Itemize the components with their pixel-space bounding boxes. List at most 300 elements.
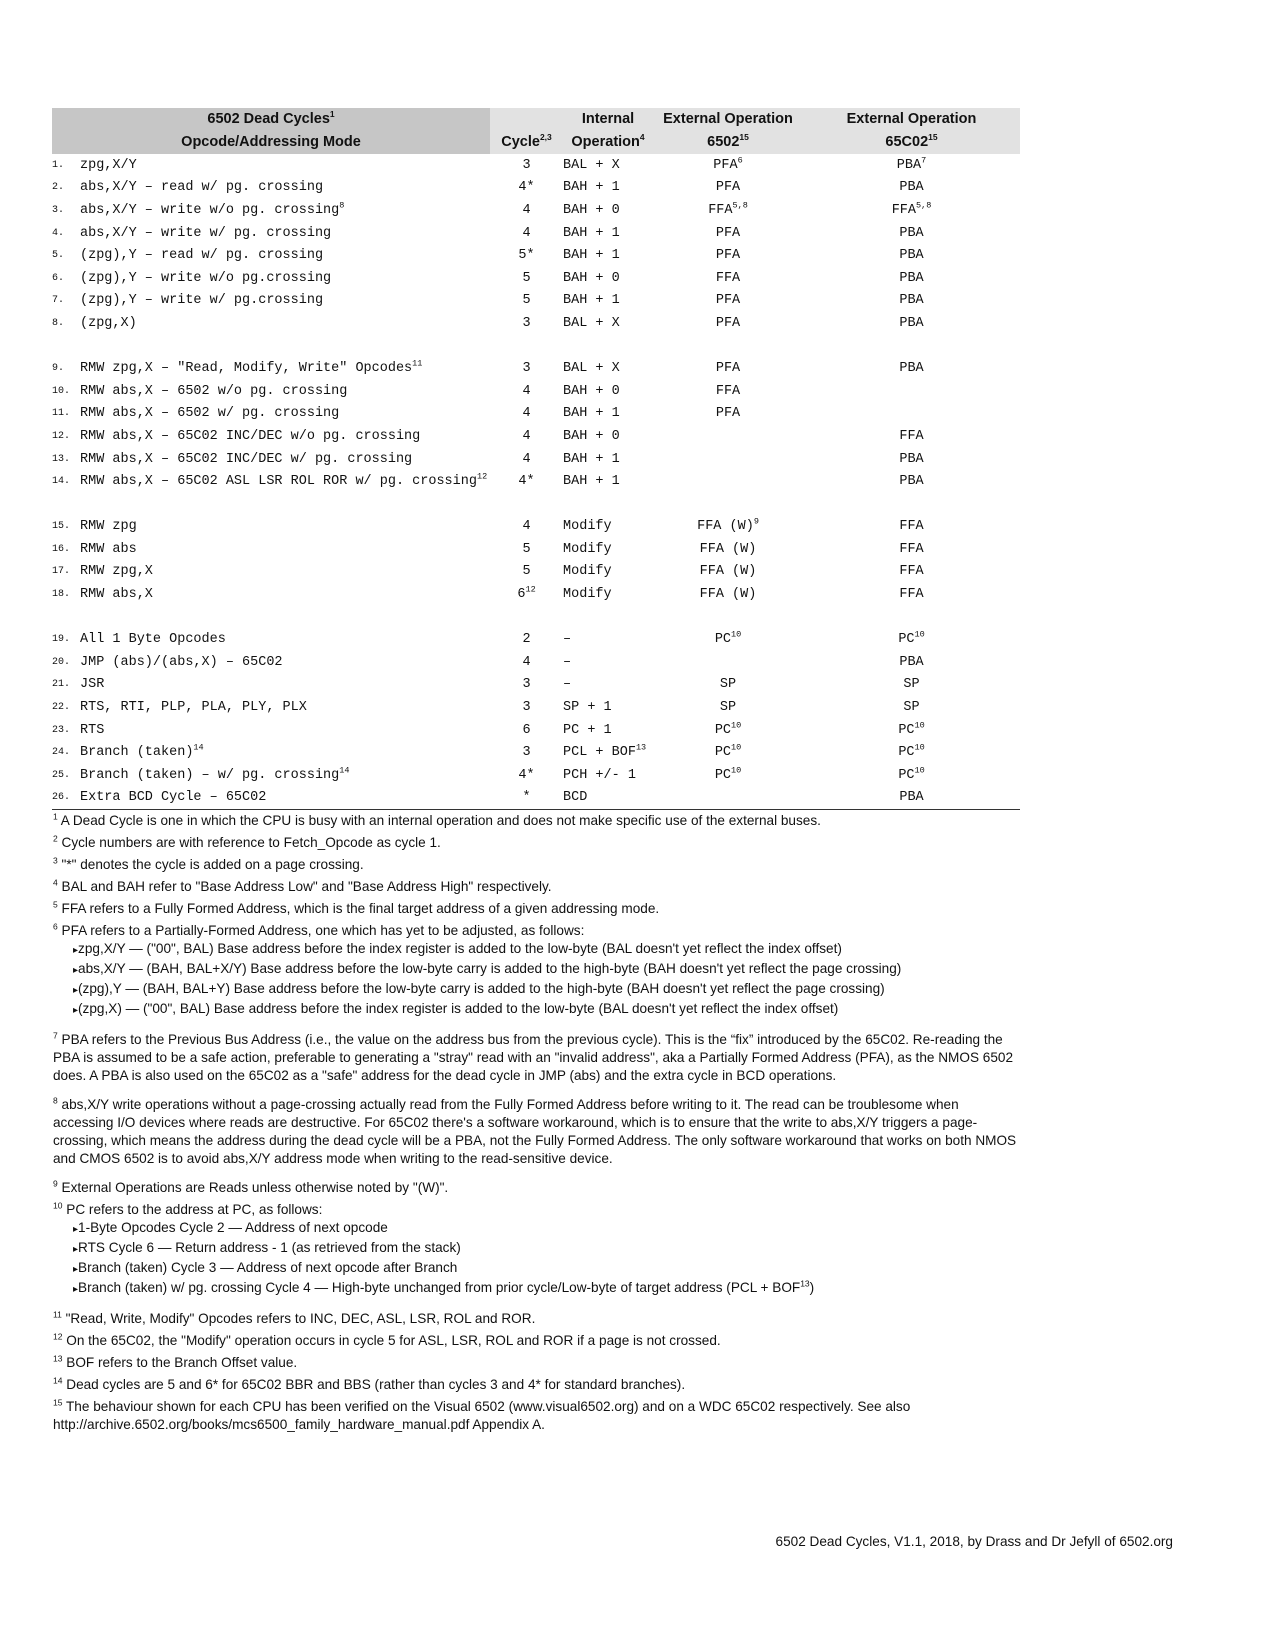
row-cycle	[490, 538, 563, 561]
table-row	[52, 222, 1020, 245]
row-cycle	[490, 741, 563, 764]
row-ext-65c02-sup: 7	[921, 155, 927, 166]
row-ext-6502-text: SP	[719, 700, 737, 716]
footnote	[53, 1310, 1018, 1328]
row-mode-text: RMW abs,X – 65C02 INC/DEC w/o pg. crossing	[80, 428, 421, 444]
row-ext-65c02	[803, 674, 1020, 697]
row-number-text: 11.	[52, 408, 71, 420]
row-ext-65c02	[803, 583, 1020, 606]
row-ext-65c02-text: PBA	[899, 451, 924, 467]
row-number	[52, 741, 80, 764]
row-ext-65c02-text: PBA	[899, 361, 924, 377]
row-mode-sup: 8	[339, 200, 345, 211]
page-footer: 6502 Dead Cycles, V1.1, 2018, by Drass and Dr Jefyll of 6502.org	[775, 1534, 1173, 1549]
row-mode-sup: 11	[412, 358, 423, 369]
row-internal-op-sup: 13	[635, 742, 647, 753]
row-cycle	[490, 425, 563, 448]
footnote-group	[53, 1096, 1018, 1168]
row-mode-text: RMW abs,X	[80, 587, 153, 603]
row-ext-6502	[653, 154, 803, 177]
row-cycle-text: 4	[522, 383, 531, 399]
row-cycle	[490, 719, 563, 742]
bullet-text: Branch (taken) Cycle 3 — Address of next opcode after Branch	[78, 1260, 458, 1275]
table-row	[52, 380, 1020, 403]
footnote	[53, 856, 1018, 874]
row-internal-op	[563, 425, 653, 448]
row-cycle-sup: 12	[525, 584, 536, 595]
row-cycle	[490, 764, 563, 787]
row-mode-text: JMP (abs)/(abs,X) – 65C02	[80, 654, 283, 670]
row-ext-6502	[653, 448, 803, 471]
row-number	[52, 177, 80, 200]
row-number-text: 2.	[52, 182, 65, 194]
footnote-text: BAL and BAH refer to "Base Address Low" and "Base Address High" respectively.	[61, 879, 552, 894]
footnote-number: 14	[53, 1375, 63, 1386]
row-number-text: 8.	[52, 317, 65, 329]
row-internal-op-text: –	[563, 677, 572, 693]
row-ext-65c02-text: FFA	[899, 519, 924, 535]
row-ext-65c02-text: PBA	[899, 293, 924, 309]
row-cycle-text: 4	[522, 428, 531, 444]
footnote	[53, 1398, 1018, 1434]
footnote-bullet	[73, 980, 1018, 1000]
row-internal-op-text: BAH + 0	[563, 428, 620, 444]
row-ext-6502	[653, 516, 803, 539]
row-number	[52, 222, 80, 245]
row-mode	[80, 674, 490, 697]
footnote-bullets	[53, 1219, 1018, 1299]
row-ext-65c02	[803, 199, 1020, 222]
row-ext-6502-text: FFA (W)	[699, 587, 757, 603]
row-cycle	[490, 290, 563, 313]
table-row	[52, 267, 1020, 290]
row-ext-6502	[653, 651, 803, 674]
footnote-text: FFA refers to a Fully Formed Address, which is the final target address of a given addressing mode.	[61, 901, 660, 916]
footnote-bullet	[73, 1000, 1018, 1020]
row-cycle-text: 4	[522, 519, 531, 535]
row-mode-text: zpg,X/Y	[80, 157, 137, 173]
row-mode-text: (zpg),Y – write w/ pg.crossing	[80, 293, 324, 309]
footnote-number: 3	[53, 855, 58, 866]
row-mode	[80, 538, 490, 561]
row-ext-6502	[653, 787, 803, 810]
row-number	[52, 561, 80, 584]
row-cycle-text: 6	[522, 722, 531, 738]
row-ext-65c02	[803, 244, 1020, 267]
row-ext-65c02	[803, 177, 1020, 200]
footnote-text: External Operations are Reads unless otherwise noted by "(W)".	[61, 1180, 449, 1195]
row-cycle	[490, 583, 563, 606]
footnote	[53, 900, 1018, 918]
row-number-text: 13.	[52, 453, 71, 465]
row-mode	[80, 425, 490, 448]
row-cycle-text: 4	[522, 451, 531, 467]
row-number-text: 10.	[52, 385, 71, 397]
row-cycle	[490, 561, 563, 584]
row-internal-op-text: BAH + 1	[563, 248, 620, 264]
row-number-text: 14.	[52, 476, 71, 488]
row-ext-65c02-text: FFA	[899, 541, 924, 557]
row-ext-65c02-sup: 5,8	[916, 200, 932, 211]
row-mode	[80, 177, 490, 200]
row-internal-op	[563, 787, 653, 810]
footnote-bullet	[73, 940, 1018, 960]
table-row	[52, 764, 1020, 787]
row-ext-6502-sup: 5,8	[732, 200, 748, 211]
row-internal-op	[563, 199, 653, 222]
row-ext-65c02-text: PBA	[899, 270, 924, 286]
row-ext-65c02	[803, 561, 1020, 584]
row-internal-op	[563, 154, 653, 177]
row-number-text: 17.	[52, 566, 71, 578]
row-cycle-text: 5	[522, 541, 531, 557]
row-number	[52, 244, 80, 267]
dead-cycles-table	[52, 108, 1020, 810]
row-internal-op-text: BAL + X	[563, 361, 620, 377]
footnote-text: "*" denotes the cycle is added on a page crossing.	[61, 857, 364, 872]
row-number-text: 25.	[52, 769, 71, 781]
footnote	[53, 878, 1018, 896]
row-ext-6502-text: PFA	[713, 157, 738, 173]
row-internal-op	[563, 516, 653, 539]
row-mode-text: RMW abs,X – 65C02 INC/DEC w/ pg. crossing	[80, 451, 413, 467]
row-internal-op-text: PC + 1	[563, 722, 612, 738]
footnote-text: abs,X/Y write operations without a page-crossing actually read from the Fully Formed Address before writing to it. The read can be troublesome when accessing I/O devices where reads are destructive. For 65C02 there's a software workaround, which is to ensure that the write to abs,X/Y triggers a page-crossing, which means the address during the dead cycle will be a PBA, not the Fully Formed Address. The only software workaround that works on both NMOS and CMOS 6502 is to avoid abs,X/Y address mode when writing to the read-sensitive device.	[53, 1097, 1017, 1166]
row-internal-op-text: BAL + X	[563, 157, 620, 173]
row-mode-text: RMW abs,X – 65C02 ASL LSR ROL ROR w/ pg. crossing	[80, 474, 477, 490]
row-ext-6502	[653, 199, 803, 222]
table-row	[52, 470, 1020, 493]
row-ext-6502	[653, 425, 803, 448]
row-ext-6502-sup: 10	[731, 765, 742, 776]
table-row	[52, 177, 1020, 200]
table-row	[52, 674, 1020, 697]
row-ext-6502-text: PC	[714, 745, 732, 761]
footnote-text: PC refers to the address at PC, as follows:	[66, 1202, 323, 1217]
row-cycle	[490, 244, 563, 267]
table-row	[52, 538, 1020, 561]
row-mode-text: RMW zpg	[80, 519, 137, 535]
row-cycle	[490, 267, 563, 290]
row-ext-6502-text: PFA	[715, 225, 741, 241]
table-row	[52, 425, 1020, 448]
row-ext-65c02	[803, 787, 1020, 810]
row-mode	[80, 154, 490, 177]
row-cycle-text: 3	[522, 157, 531, 173]
row-ext-65c02-sup: 10	[914, 742, 925, 753]
row-internal-op-text: Modify	[563, 519, 612, 535]
row-ext-6502	[653, 290, 803, 313]
bullet-text: 1-Byte Opcodes Cycle 2 — Address of next opcode	[78, 1220, 388, 1235]
footnote-number: 9	[53, 1178, 58, 1189]
row-number-text: 12.	[52, 430, 71, 442]
footnote-number: 11	[53, 1309, 62, 1320]
row-mode	[80, 764, 490, 787]
row-internal-op	[563, 741, 653, 764]
footnote	[53, 1201, 1018, 1299]
row-number-text: 21.	[52, 679, 71, 691]
row-cycle-text: 3	[522, 745, 531, 761]
row-number	[52, 651, 80, 674]
row-internal-op	[563, 177, 653, 200]
row-mode-text: abs,X/Y – read w/ pg. crossing	[80, 180, 324, 196]
row-internal-op-text: –	[563, 632, 572, 648]
row-internal-op-text: BAH + 1	[563, 180, 620, 196]
row-number	[52, 516, 80, 539]
row-ext-6502-text: PFA	[715, 293, 741, 309]
row-internal-op-text: Modify	[563, 587, 612, 603]
row-ext-6502	[653, 719, 803, 742]
row-mode	[80, 312, 490, 335]
row-ext-65c02	[803, 425, 1020, 448]
row-ext-6502	[653, 403, 803, 426]
row-ext-6502	[653, 674, 803, 697]
row-ext-6502-sup: 6	[737, 155, 743, 166]
footnote-number: 13	[53, 1353, 63, 1364]
row-cycle	[490, 177, 563, 200]
row-cycle-text: 2	[522, 632, 531, 648]
table-row	[52, 583, 1020, 606]
footnote-text: BOF refers to the Branch Offset value.	[66, 1355, 298, 1370]
row-ext-6502-text: PC	[714, 767, 732, 783]
row-mode-text: Branch (taken)	[80, 745, 194, 761]
footnote-group	[53, 1310, 1018, 1434]
header-internal-1: Internal	[563, 108, 653, 131]
row-ext-65c02	[803, 538, 1020, 561]
row-ext-65c02-text: SP	[903, 700, 920, 716]
footnote-number: 1	[53, 811, 58, 822]
row-internal-op-text: BAH + 1	[563, 293, 620, 309]
row-number	[52, 290, 80, 313]
row-ext-65c02-sup: 10	[914, 629, 925, 640]
table-row	[52, 516, 1020, 539]
row-mode	[80, 290, 490, 313]
row-cycle-text: 4	[522, 654, 531, 670]
row-ext-65c02-text: FFA	[899, 587, 924, 603]
row-ext-6502	[653, 561, 803, 584]
row-ext-65c02-text: PC	[898, 745, 915, 761]
row-cycle	[490, 516, 563, 539]
bullet-text: (zpg),Y — (BAH, BAL+Y) Base address before the low-byte carry is added to the high-byte (BAH doesn't yet reflect the page crossing)	[78, 981, 885, 996]
row-mode	[80, 357, 490, 380]
row-ext-65c02	[803, 719, 1020, 742]
row-ext-65c02-text: PBA	[896, 157, 922, 173]
row-internal-op	[563, 674, 653, 697]
row-ext-65c02	[803, 380, 1020, 403]
row-number	[52, 764, 80, 787]
row-internal-op	[563, 538, 653, 561]
row-mode	[80, 628, 490, 651]
footnote-number: 7	[53, 1030, 58, 1041]
row-number	[52, 583, 80, 606]
row-internal-op-text: PCL + BOF	[563, 745, 636, 761]
row-number	[52, 538, 80, 561]
row-ext-65c02	[803, 290, 1020, 313]
row-ext-6502-text: PC	[714, 632, 732, 648]
row-mode-text: RMW zpg,X – "Read, Modify, Write" Opcodes	[80, 361, 413, 377]
row-internal-op-text: BAL + X	[563, 315, 620, 331]
footnote-number: 2	[53, 833, 58, 844]
row-internal-op-text: BAH + 0	[563, 270, 620, 286]
row-ext-6502	[653, 470, 803, 493]
row-mode	[80, 787, 490, 810]
row-ext-65c02-text: PBA	[899, 180, 924, 196]
row-ext-65c02	[803, 267, 1020, 290]
row-ext-6502	[653, 222, 803, 245]
row-cycle-text: 5	[522, 270, 531, 286]
row-ext-65c02	[803, 312, 1020, 335]
row-mode-text: RMW abs,X – 6502 w/o pg. crossing	[80, 383, 348, 399]
footnote	[53, 1354, 1018, 1372]
bullet-text: abs,X/Y — (BAH, BAL+X/Y) Base address before the low-byte carry is added to the high-byte (BAH doesn't yet reflect the page crossing)	[78, 961, 902, 976]
footnote-number: 15	[53, 1397, 63, 1408]
row-ext-65c02-text: FFA	[891, 202, 917, 218]
row-cycle-text: 4	[522, 202, 531, 218]
row-cycle	[490, 448, 563, 471]
row-ext-65c02-text: PBA	[899, 654, 924, 670]
row-ext-65c02-sup: 10	[914, 720, 925, 731]
row-number	[52, 357, 80, 380]
row-number	[52, 199, 80, 222]
footnote	[53, 1376, 1018, 1394]
footnote-number: 12	[53, 1331, 63, 1342]
row-mode-text: abs,X/Y – write w/o pg. crossing	[80, 202, 340, 218]
row-ext-6502	[653, 244, 803, 267]
footnote-bullet	[73, 1239, 1018, 1259]
bullet-text: zpg,X/Y — ("00", BAL) Base address before the index register is added to the low-byte (BAL doesn't yet reflect the index offset)	[78, 941, 842, 956]
row-number	[52, 719, 80, 742]
row-mode-text: RMW abs	[80, 541, 137, 557]
footnote	[53, 1096, 1018, 1168]
row-ext-65c02-text: SP	[903, 677, 920, 693]
header-row-1	[52, 108, 1020, 131]
row-ext-65c02	[803, 764, 1020, 787]
row-number	[52, 403, 80, 426]
row-internal-op	[563, 244, 653, 267]
row-number	[52, 380, 80, 403]
footnote-number: 5	[53, 899, 58, 910]
row-number	[52, 448, 80, 471]
bullet-text: RTS Cycle 6 — Return address - 1 (as retrieved from the stack)	[78, 1240, 461, 1255]
row-number	[52, 267, 80, 290]
row-ext-65c02	[803, 516, 1020, 539]
row-cycle-text: 4*	[518, 474, 535, 490]
row-mode	[80, 222, 490, 245]
row-internal-op	[563, 290, 653, 313]
row-ext-6502-text: FFA	[715, 270, 741, 286]
table-row	[52, 312, 1020, 335]
row-internal-op-text: BCD	[563, 790, 588, 806]
footnote-number: 8	[53, 1095, 58, 1106]
bullet-text: (zpg,X) — ("00", BAL) Base address before the index register is added to the low-byte (BAL doesn't yet reflect the index offset)	[78, 1001, 839, 1016]
header-ext-6502-1: External Operation	[653, 108, 803, 131]
row-cycle	[490, 312, 563, 335]
row-ext-65c02-text: FFA	[899, 428, 924, 444]
table-row	[52, 199, 1020, 222]
row-ext-6502-text: PFA	[715, 180, 741, 196]
row-mode-text: abs,X/Y – write w/ pg. crossing	[80, 225, 332, 241]
header-internal-2: Operation$^4$	[563, 131, 653, 154]
footnote-text: Cycle numbers are with reference to Fetch_Opcode as cycle 1.	[61, 835, 441, 850]
row-internal-op	[563, 222, 653, 245]
row-internal-op-text: BAH + 1	[563, 451, 620, 467]
row-ext-6502-text: PFA	[715, 315, 741, 331]
row-internal-op	[563, 583, 653, 606]
row-ext-65c02-text: PBA	[899, 225, 924, 241]
footnote	[53, 812, 1018, 830]
row-ext-6502-text: FFA (W)	[699, 564, 757, 580]
row-ext-6502-text: PC	[714, 722, 732, 738]
row-internal-op	[563, 764, 653, 787]
row-internal-op	[563, 357, 653, 380]
table-row	[52, 719, 1020, 742]
row-ext-6502	[653, 741, 803, 764]
row-internal-op-text: BAH + 0	[563, 202, 620, 218]
row-number-text: 6.	[52, 272, 65, 284]
row-ext-65c02	[803, 154, 1020, 177]
table-row	[52, 154, 1020, 177]
row-cycle-text: 3	[522, 677, 531, 693]
row-ext-65c02	[803, 448, 1020, 471]
row-number	[52, 154, 80, 177]
row-cycle	[490, 470, 563, 493]
row-mode-text: RTS	[80, 722, 105, 738]
footnote-text: "Read, Write, Modify" Opcodes refers to INC, DEC, ASL, LSR, ROL and ROR.	[65, 1311, 536, 1326]
row-internal-op-text: –	[563, 654, 572, 670]
row-ext-6502-text: FFA	[708, 202, 733, 218]
footnote-number: 4	[53, 877, 58, 888]
row-internal-op	[563, 561, 653, 584]
table-row	[52, 448, 1020, 471]
row-cycle	[490, 380, 563, 403]
row-ext-6502	[653, 357, 803, 380]
row-internal-op-text: Modify	[563, 541, 612, 557]
group-spacer	[52, 335, 1020, 358]
row-ext-65c02-text: PBA	[899, 474, 924, 490]
row-ext-6502-text: PFA	[715, 361, 741, 377]
row-ext-6502-text: FFA (W)	[699, 541, 757, 557]
row-number-text: 4.	[52, 227, 65, 239]
row-number	[52, 628, 80, 651]
row-number	[52, 674, 80, 697]
row-mode	[80, 516, 490, 539]
row-cycle	[490, 357, 563, 380]
row-mode	[80, 448, 490, 471]
row-cycle-text: 4*	[518, 180, 535, 196]
table-row	[52, 651, 1020, 674]
header-ext-65c02-1: External Operation	[803, 108, 1020, 131]
row-cycle-text: 6	[517, 587, 526, 603]
row-mode	[80, 470, 490, 493]
bullet-after: )	[809, 1280, 815, 1295]
row-ext-6502	[653, 583, 803, 606]
row-ext-6502	[653, 380, 803, 403]
row-mode	[80, 741, 490, 764]
table-row	[52, 787, 1020, 810]
row-mode	[80, 380, 490, 403]
table-row	[52, 403, 1020, 426]
row-ext-6502-sup: 10	[731, 629, 742, 640]
row-mode-sup: 12	[476, 471, 488, 482]
header-mode: Opcode/Addressing Mode	[52, 131, 490, 154]
row-cycle	[490, 222, 563, 245]
row-mode-sup: 14	[193, 742, 204, 753]
row-ext-65c02-text: PBA	[899, 315, 924, 331]
row-number-text: 18.	[52, 589, 71, 601]
row-cycle-text: 5	[522, 293, 531, 309]
row-cycle	[490, 403, 563, 426]
row-mode-text: RMW zpg,X	[80, 564, 153, 580]
